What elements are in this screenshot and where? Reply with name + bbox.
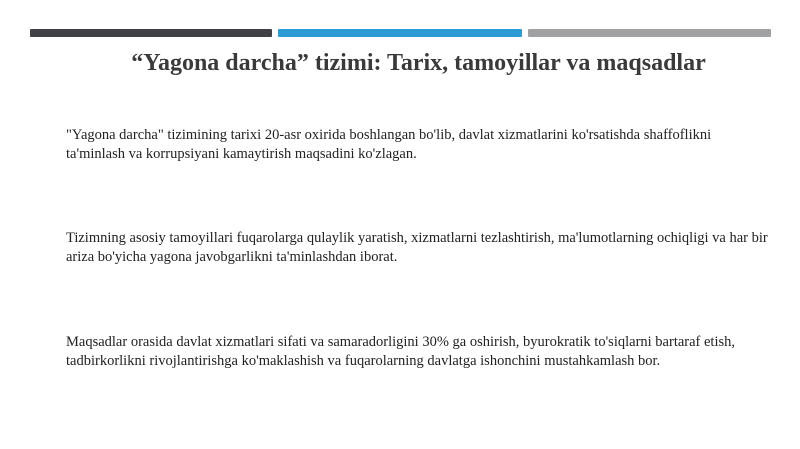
header-bar-gray: [528, 29, 771, 37]
paragraph-principles: Tizimning asosiy tamoyillari fuqarolarga qulaylik yaratish, xizmatlarni tezlashtirish, ma'lumotlarning ochiqligi va har bir ariza bo'yicha yagona javobgarlikni ta'minlashdan iborat.: [66, 230, 768, 265]
slide-title: “Yagona darcha” tizimi: Tarix, tamoyillar va maqsadlar: [131, 50, 706, 76]
header-bar-blue: [278, 29, 522, 37]
paragraph-history: "Yagona darcha" tizimining tarixi 20-asr oxirida boshlangan bo'lib, davlat xizmatlarini ko'rsatishda shaffoflikni ta'minlash va korrupsiyani kamaytirish maqsadini ko'zlagan.: [66, 127, 712, 162]
header-bar-dark: [30, 29, 272, 37]
paragraph-goals: Maqsadlar orasida davlat xizmatlari sifati va samaradorligini 30% ga oshirish, byurokratik to'siqlarni bartaraf etish, tadbirkorlikni rivojlantirishga ko'maklashish va fuqarolarning davlatga ishonchini mustahkamlash bor.: [66, 334, 736, 369]
